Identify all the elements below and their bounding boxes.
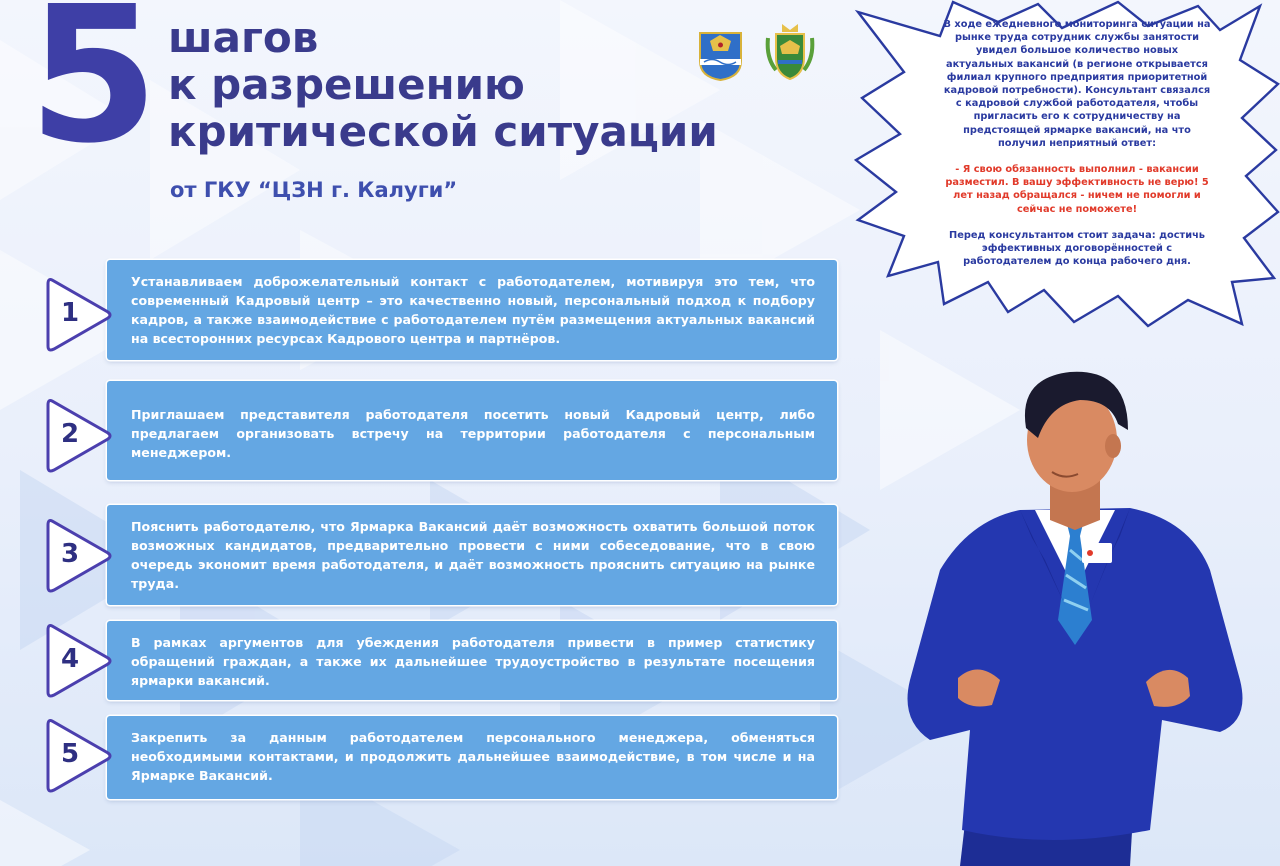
title-line-1: шагов <box>168 13 319 62</box>
consultant-illustration <box>900 360 1280 866</box>
step-5-number: 5 <box>60 739 80 769</box>
step-2-text: Приглашаем представителя работодателя посетить новый Кадровый центр, либо предлагаем организовать встречу на территории работодателя с персональным менеджером. <box>131 407 815 460</box>
step-3-number: 3 <box>60 539 80 569</box>
step-4-number: 4 <box>60 644 80 674</box>
step-1-text: Устанавливаем доброжелательный контакт с работодателем, мотивируя это тем, что современный Кадровый центр – это качественно новый, персональный подход к подбору кадров, а также взаимодействие с работодателем путём размещения актуальных вакансий на всесторонних ресурсах Кадрового центра и партнёров. <box>131 274 815 346</box>
situation-intro: В ходе ежедневного мониторинга ситуации на рынке труда сотрудник службы занятости увидел большое количество новых актуальных вакансий (в регионе открывается филиал крупного предприятия приоритетной кадровой потребности). Консультант связался с кадровой службой работодателя, чтобы пригласить его к сотрудничеству на предстоящей ярмарке вакансий, на что получил неприятный ответ: <box>943 19 1211 149</box>
step-1-box <box>107 260 837 360</box>
step-3-box <box>107 505 837 605</box>
city-emblem-icon <box>698 31 743 81</box>
title-line-3: критической ситуации <box>168 107 718 156</box>
title-line-2: к разрешению <box>168 60 525 109</box>
page-subtitle: от ГКУ “ЦЗН г. Калуги” <box>170 178 458 202</box>
step-1-number: 1 <box>60 298 80 328</box>
step-5-text: Закрепить за данным работодателем персонального менеджера, обменяться необходимыми контактами, и продолжить дальнейшее взаимодействие, в том числе и на Ярмарке Вакансий. <box>131 730 815 783</box>
step-3-text: Пояснить работодателю, что Ярмарка Вакансий даёт возможность охватить большой поток возможных кандидатов, предварительно провести с ними собеседование, что в свою очередь экономит время работодателя, и даёт возможность прояснить ситуацию на рынке труда. <box>131 519 815 591</box>
step-5-box <box>107 716 837 799</box>
situation-description <box>942 18 1212 281</box>
employer-quote: - Я свою обязанность выполнил - вакансии разместил. В вашу эффективность не верю! 5 лет назад обращался - ничем не помогли и сейчас не поможете! <box>945 164 1209 215</box>
page-title <box>168 14 718 155</box>
big-step-count: 5 <box>28 0 155 185</box>
consultant-task: Перед консультантом стоит задача: достичь эффективных договорённостей с работодателем до конца рабочего дня. <box>949 229 1205 268</box>
step-4-box <box>107 621 837 700</box>
step-2-number: 2 <box>60 419 80 449</box>
region-emblem-icon <box>764 22 816 82</box>
step-4-text: В рамках аргументов для убеждения работодателя привести в пример статистику обращений граждан, а также их дальнейшее трудоустройство в результате посещения ярмарки вакансий. <box>131 635 815 688</box>
step-2-box <box>107 381 837 480</box>
